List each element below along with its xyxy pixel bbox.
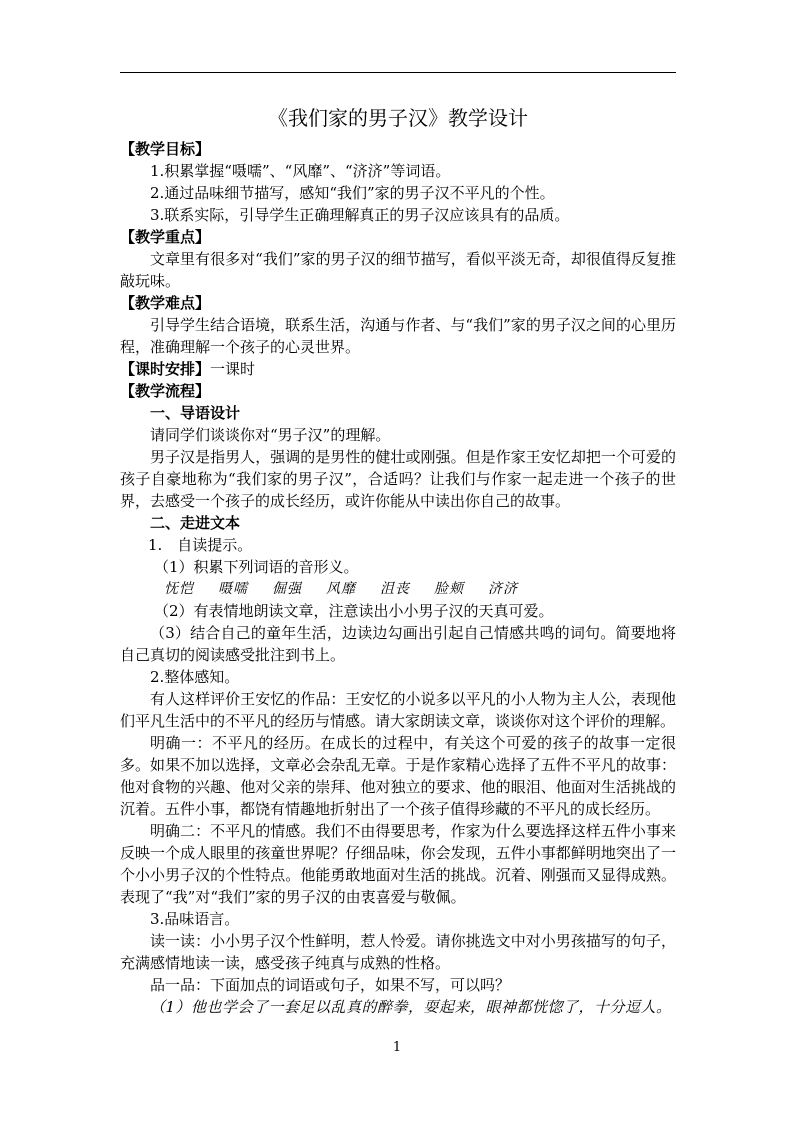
vocabulary-word: 倔强 [272,581,302,597]
paragraph: 品一品：下面加点的词语或句子，如果不写，可以吗？ [150,976,511,994]
key-points-text: 文章里有很多对“我们”家的男子汉的细节描写，看似平淡无奇，却很值得反复推敲玩味。 [120,250,676,290]
vocabulary-word: 风靡 [326,581,356,597]
flow-step-1-heading: 一、导语设计 [150,404,241,422]
sub-item: （2）有表情地朗读文章，注意读出小小男子汉的天真可爱。 [154,602,554,620]
goal-item: 2.通过品味细节描写，感知“我们”家的男子汉不平凡的个性。 [150,184,555,202]
sub-item: 1. 自读提示。 [148,536,253,554]
sub-item: （1）积累下列词语的音形义。 [154,558,359,576]
sub-item: 3.品味语言。 [150,910,240,928]
vocabulary-list [120,578,676,600]
section-heading-difficulties: 【教学难点】 [120,294,211,312]
document-title: 《我们家的男子汉》教学设计 [268,106,528,130]
page-number: 1 [392,1040,402,1055]
paragraph: 请同学们谈谈你对“男子汉”的理解。 [150,426,391,444]
goal-item: 1.积累掌握“嗫嚅”、“风靡”、“济济”等词语。 [150,162,451,180]
header-rule [120,72,676,73]
vocabulary-word: 嗫嚅 [218,581,248,597]
section-heading-key-points: 【教学重点】 [120,228,211,246]
paragraph: 读一读：小小男子汉个性鲜明，惹人怜爱。请你挑选文中对小男孩描写的句子，充满感情地读一读，感受孩子纯真与成熟的性格。 [120,932,676,972]
sub-item: 2.整体感知。 [150,668,240,686]
sub-item: （3）结合自己的童年生活，边读边勾画出引起自己情感共鸣的词句。简要地将自己真切的阅读感受批注到书上。 [120,624,676,664]
flow-step-2-heading: 二、走进文本 [150,514,241,532]
goal-item: 3.联系实际，引导学生正确理解真正的男子汉应该具有的品质。 [150,206,570,224]
document-body [120,103,676,1018]
paragraph: 明确一：不平凡的经历。在成长的过程中，有关这个可爱的孩子的故事一定很多。如果不加以选择，文章必会杂乱无章。于是作家精心选择了五件不平凡的故事：他对食物的兴趣、他对父亲的崇拜、他对独立的要求、他的眼泪、他面对生活挑战的沉着。五件小事，都饶有情趣地折射出了一个孩子值得珍藏的不平凡的成长经历。 [120,734,676,818]
class-time-row [120,358,676,380]
section-heading-time: 【课时安排】 [120,360,211,378]
paragraph: 男子汉是指男人，强调的是男性的健壮或刚强。但是作家王安忆却把一个可爱的孩子自豪地称为“我们家的男子汉”，合适吗？让我们与作家一起走进一个孩子的世界，去感受一个孩子的成长经历，或许你能从中读出你自己的故事。 [120,448,676,510]
section-heading-flow: 【教学流程】 [120,382,211,400]
section-heading-goals: 【教学目标】 [120,140,211,158]
vocabulary-word: 济济 [488,581,518,597]
vocabulary-word: 沮丧 [380,581,410,597]
paragraph: 明确二：不平凡的情感。我们不由得要思考，作家为什么要选择这样五件小事来反映一个成人眼里的孩童世界呢？仔细品味，你会发现，五件小事都鲜明地突出了一个小小男子汉的个性特点。他能勇敢地面对生活的挑战。沉着、刚强而又显得成熟。表现了“我”对“我们”家的男子汉的由衷喜爱与敬佩。 [120,822,676,906]
vocabulary-word: 脸颊 [434,581,464,597]
vocabulary-word: 怃恺 [164,581,194,597]
difficulties-text: 引导学生结合语境，联系生活，沟通与作者、与“我们”家的男子汉之间的心里历程，准确理解一个孩子的心灵世界。 [120,316,676,356]
quoted-sentence: （1）他也学会了一套足以乱真的醉拳，耍起来，眼神都恍惚了，十分逗人。 [150,998,672,1016]
paragraph: 有人这样评价王安忆的作品：王安忆的小说多以平凡的小人物为主人公，表现他们平凡生活中的不平凡的经历与情感。请大家朗读文章，谈谈你对这个评价的理解。 [120,690,676,730]
class-time-value: 一课时 [210,360,256,378]
